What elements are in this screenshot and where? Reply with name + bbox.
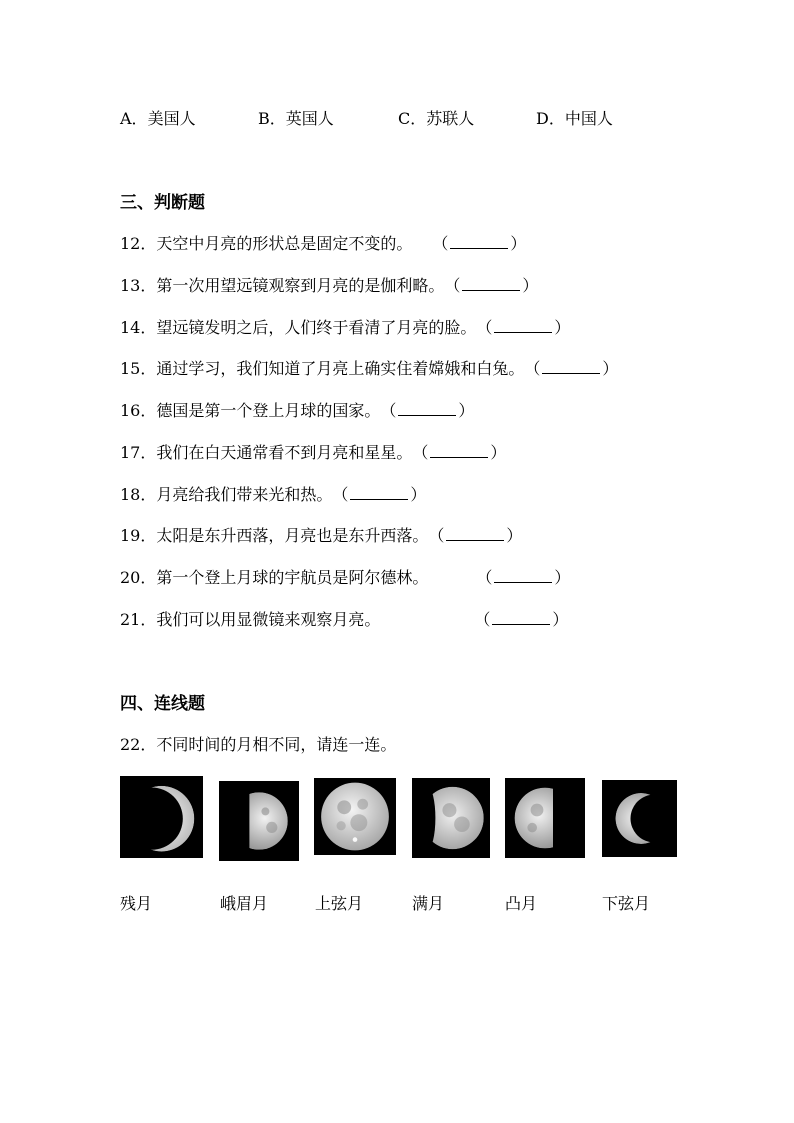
gibbous-moon-icon xyxy=(412,778,490,858)
question-text: 我们在白天通常看不到月亮和星星。 xyxy=(156,443,413,462)
question-number: 16． xyxy=(120,401,157,420)
question-text: 月亮给我们带来光和热。 xyxy=(156,485,333,504)
moon-label-2[interactable]: 峨眉月 xyxy=(220,894,269,913)
option-b[interactable] xyxy=(258,106,334,129)
waning-crescent-moon-icon xyxy=(120,776,203,858)
option-letter: D． xyxy=(536,109,565,128)
option-text: 中国人 xyxy=(564,109,613,128)
question-text: 第一次用望远镜观察到月亮的是伽利略。 xyxy=(156,276,445,295)
moon-image-1[interactable] xyxy=(120,776,203,858)
paren-open: （ xyxy=(444,276,461,295)
section-title-judgement: 三、判断题 xyxy=(120,193,205,213)
paren-open: （ xyxy=(412,443,429,462)
question-text: 天空中月亮的形状总是固定不变的。 xyxy=(156,234,413,253)
paren-close: ） xyxy=(522,276,539,295)
full-moon-icon xyxy=(314,778,396,855)
question-16 xyxy=(120,398,474,421)
half-moon-icon xyxy=(505,778,585,858)
question-number: 13． xyxy=(120,276,157,295)
question-number: 19． xyxy=(120,526,157,545)
question-number: 12． xyxy=(120,234,157,253)
half-moon-icon xyxy=(219,781,299,861)
waxing-crescent-moon-icon xyxy=(602,780,677,857)
answer-blank[interactable] xyxy=(446,526,504,541)
answer-options-row xyxy=(120,106,680,130)
paren-open: （ xyxy=(524,359,541,378)
option-letter: C． xyxy=(398,109,427,128)
question-text: 不同时间的月相不同，请连一连。 xyxy=(156,735,397,754)
paren-open: （ xyxy=(432,234,449,253)
question-19 xyxy=(120,523,522,546)
answer-blank[interactable] xyxy=(450,234,508,249)
paren-close: ） xyxy=(510,234,527,253)
answer-blank[interactable] xyxy=(430,443,488,458)
question-number: 15． xyxy=(120,359,157,378)
question-14 xyxy=(120,315,570,338)
answer-blank[interactable] xyxy=(492,610,550,625)
question-text: 望远镜发明之后，人们终于看清了月亮的脸。 xyxy=(156,318,477,337)
paren-close: ） xyxy=(602,359,619,378)
paren-close: ） xyxy=(458,401,475,420)
answer-blank[interactable] xyxy=(494,318,552,333)
moon-image-6[interactable] xyxy=(602,780,677,857)
question-text: 通过学习，我们知道了月亮上确实住着嫦娥和白兔。 xyxy=(156,359,525,378)
option-c[interactable] xyxy=(398,106,474,129)
option-d[interactable] xyxy=(536,106,613,129)
paren-open: （ xyxy=(476,318,493,337)
question-15 xyxy=(120,356,618,379)
moon-label-3[interactable]: 上弦月 xyxy=(315,894,364,913)
question-text: 德国是第一个登上月球的国家。 xyxy=(156,401,381,420)
moon-label-5[interactable]: 凸月 xyxy=(505,894,538,913)
question-22 xyxy=(120,732,396,755)
paren-close: ） xyxy=(554,568,571,587)
question-text: 太阳是东升西落，月亮也是东升西落。 xyxy=(156,526,429,545)
paren-open: （ xyxy=(428,526,445,545)
paren-open: （ xyxy=(476,568,493,587)
moon-label-1[interactable]: 残月 xyxy=(120,894,153,913)
question-21 xyxy=(120,607,568,630)
question-number: 20． xyxy=(120,568,157,587)
question-text: 我们可以用显微镜来观察月亮。 xyxy=(156,610,381,629)
answer-blank[interactable] xyxy=(350,485,408,500)
moon-image-4[interactable] xyxy=(412,778,490,858)
paren-close: ） xyxy=(552,610,569,629)
question-number: 21． xyxy=(120,610,157,629)
option-letter: A． xyxy=(120,109,148,128)
option-letter: B． xyxy=(258,109,286,128)
moon-image-3[interactable] xyxy=(314,778,396,855)
paren-open: （ xyxy=(380,401,397,420)
question-text: 第一个登上月球的宇航员是阿尔德林。 xyxy=(156,568,429,587)
question-number: 18． xyxy=(120,485,157,504)
question-number: 14． xyxy=(120,318,157,337)
answer-blank[interactable] xyxy=(462,276,520,291)
answer-blank[interactable] xyxy=(494,568,552,583)
question-18 xyxy=(120,482,426,505)
answer-blank[interactable] xyxy=(542,359,600,374)
section-title-matching: 四、连线题 xyxy=(120,694,205,714)
paren-close: ） xyxy=(410,485,427,504)
option-text: 美国人 xyxy=(147,109,196,128)
option-a[interactable] xyxy=(120,106,196,129)
moon-label-4[interactable]: 满月 xyxy=(412,894,445,913)
moon-image-2[interactable] xyxy=(219,781,299,861)
question-number: 17． xyxy=(120,443,157,462)
answer-blank[interactable] xyxy=(398,401,456,416)
question-20 xyxy=(120,565,570,588)
paren-close: ） xyxy=(490,443,507,462)
moon-label-6[interactable]: 下弦月 xyxy=(602,894,651,913)
question-13 xyxy=(120,273,538,296)
question-17 xyxy=(120,440,506,463)
option-text: 英国人 xyxy=(285,109,334,128)
question-number: 22． xyxy=(120,735,157,754)
moon-image-5[interactable] xyxy=(505,778,585,858)
paren-close: ） xyxy=(554,318,571,337)
paren-open: （ xyxy=(332,485,349,504)
option-text: 苏联人 xyxy=(426,109,475,128)
paren-open: （ xyxy=(474,610,491,629)
paren-close: ） xyxy=(506,526,523,545)
question-12 xyxy=(120,231,526,254)
